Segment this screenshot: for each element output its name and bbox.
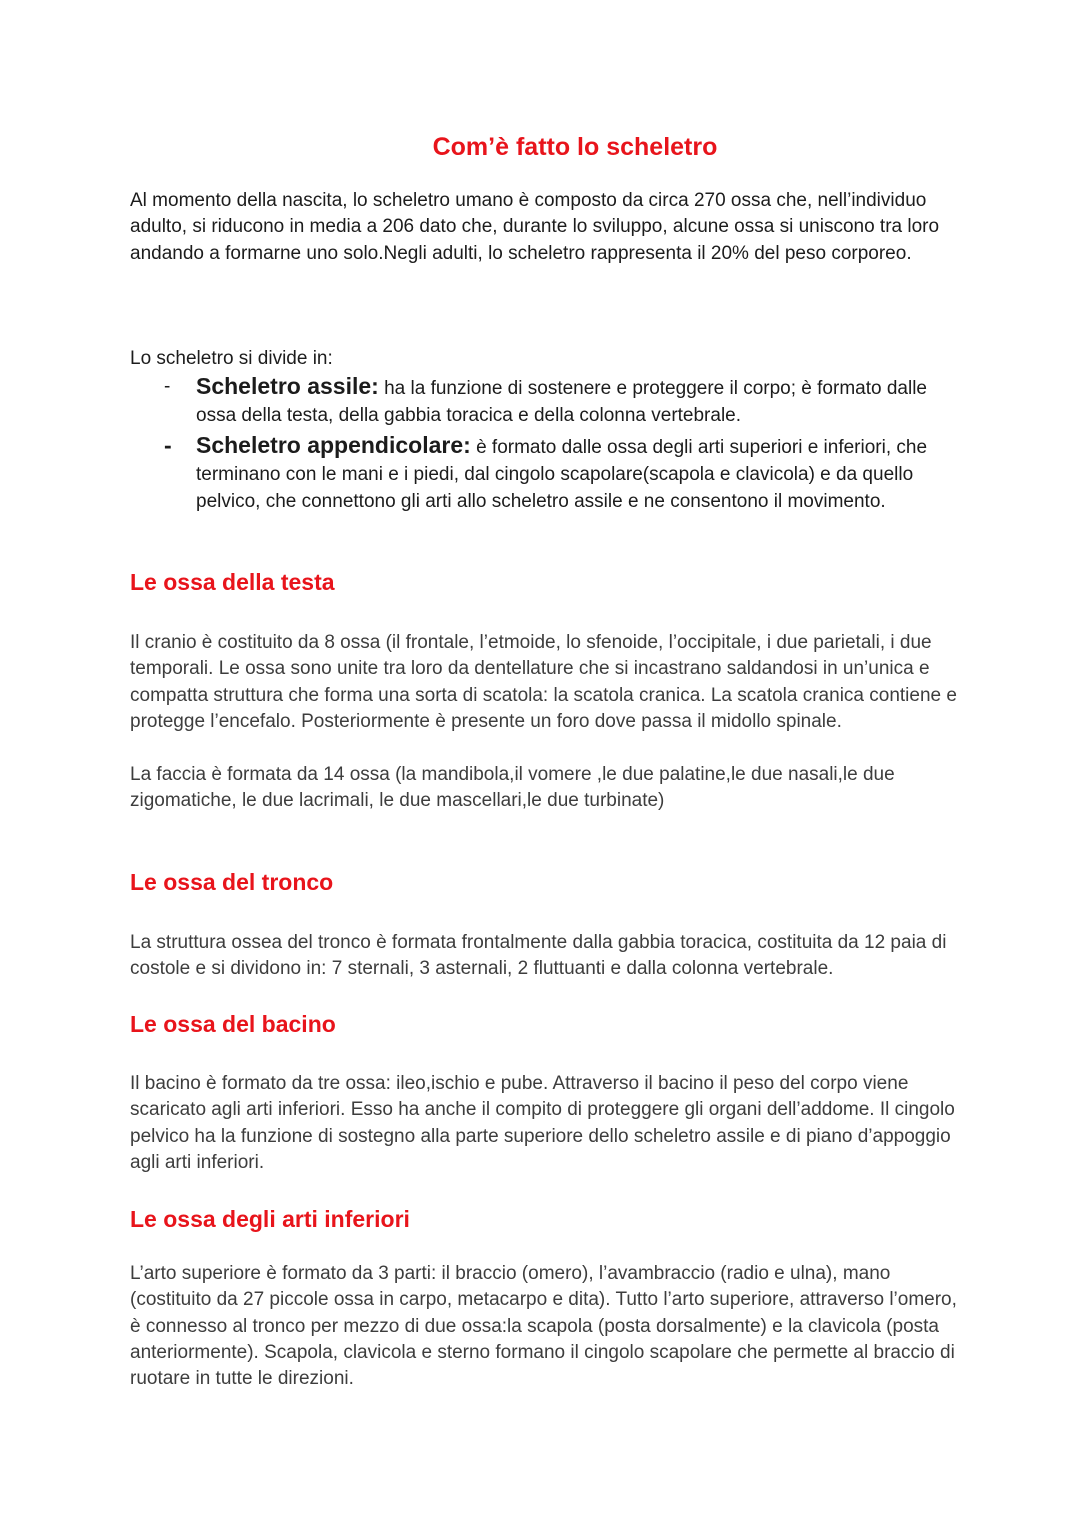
page-title: Com’è fatto lo scheletro [432,133,718,161]
description-appendicular: è formato dalle ossa degli arti superiori e inferiori, che terminano con le mani e i piedi, dal cingolo scapolare(scapola e clavicola) e da quello pelvico, che connettono gli arti allo scheletro assile e ne consentono il movimento. [196,437,928,512]
intro-paragraph: Al momento della nascita, lo scheletro umano è composto da circa 270 ossa che, nell’individuo adulto, si riducono in media a 206 dato che, durante lo sviluppo, alcune ossa si uniscono tra loro andando a formarne uno solo.Negli adulti, lo scheletro rappresenta il 20% del peso corporeo. [130,190,940,264]
paragraph-pelvis: Il bacino è formato da tre ossa: ileo,ischio e pube. Attraverso il bacino il peso del corpo viene scaricato agli arti inferiori. Esso ha anche il compito di proteggere gli organi dell’addome. Il cingolo pelvico ha la funzione di sostegno alla parte superiore dello scheletro assile e di piano d’appoggio agli arti inferiori. [130,1073,955,1173]
bullet-dash: - [164,432,172,458]
paragraph-face: La faccia è formata da 14 ossa (la mandibola,il vomere ,le due palatine,le due nasali,le due zigomatiche, le due lacrimali, le due mascellari,le due turbinate) [130,764,895,812]
list-item-axial [130,373,960,429]
bullet-dash: - [164,376,171,397]
divide-intro: Lo scheletro si divide in: [130,348,333,369]
paragraph-trunk: La struttura ossea del tronco è formata frontalmente dalla gabbia toracica, costituita da 12 paia di costole e si dividono in: 7 sternali, 3 asternali, 2 fluttuanti e dalla colonna vertebrale. [130,932,947,980]
description-axial: ha la funzione di sostenere e proteggere il corpo; è formato dalle ossa della testa, della gabbia toracica e della colonna vertebrale. [196,378,927,426]
heading-limb-bones: Le ossa degli arti inferiori [130,1206,410,1232]
term-appendicular: Scheletro appendicolare: [196,432,471,458]
heading-pelvis-bones: Le ossa del bacino [130,1011,336,1037]
heading-head-bones: Le ossa della testa [130,569,335,595]
list-item-appendicular [130,432,960,515]
skeleton-division-list [130,373,960,515]
paragraph-limbs: L’arto superiore è formato da 3 parti: il braccio (omero), l’avambraccio (radio e ulna), mano (costituito da 27 piccole ossa in carpo, metacarpo e dita). Tutto l’arto superiore, attraverso l’omero, è connesso al tronco per mezzo di due ossa:la scapola (posta dorsalmente) e la clavicola (posta anteriormente). Scapola, clavicola e sterno formano il cingolo scapolare che permette al braccio di ruotare in tutte le direzioni. [130,1263,957,1390]
heading-trunk-bones: Le ossa del tronco [130,869,334,895]
paragraph-cranium: Il cranio è costituito da 8 ossa (il frontale, l’etmoide, lo sfenoide, l’occipitale, i due parietali, i due temporali. Le ossa sono unite tra loro da dentellature che si incastrano saldandosi in un’unica e compatta struttura che forma una sorta di scatola: la scatola cranica. La scatola cranica contiene e protegge l’encefalo. Posteriormente è presente un foro dove passa il midollo spinale. [130,632,957,732]
term-axial: Scheletro assile: [196,373,379,399]
